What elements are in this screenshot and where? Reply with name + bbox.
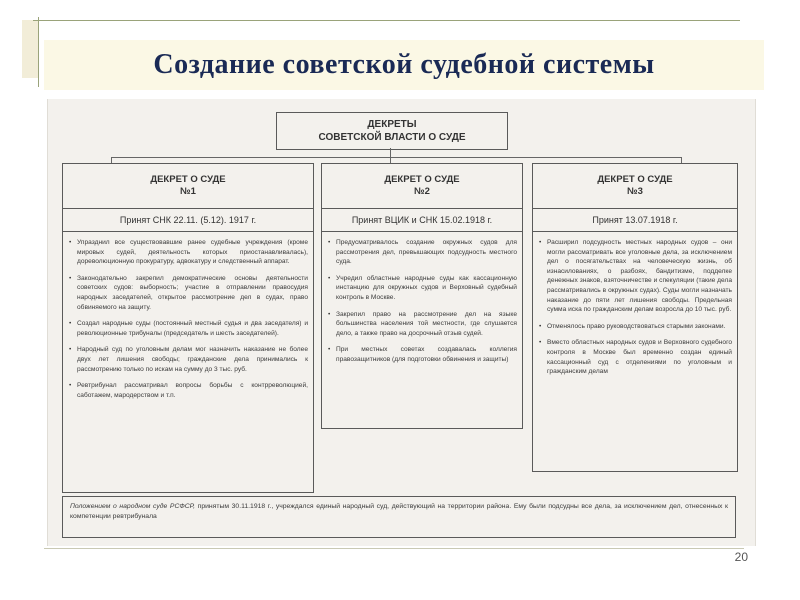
decree-column-3 [532,163,738,472]
list-item: • Учредил областные народные суды как кассационную инстанцию для окружных судов и Верховный судебный контроль в Москве. [328,274,517,301]
slide-title: Создание советской судебной системы [153,49,655,80]
footer-text: принятым 30.11.1918 г., учреждался единый народный суд, действующий на территории района. Ему были подсудны все дела, за исключением дел, отнесенных к компетенции ревтрибунала [70,503,728,520]
title-band [44,40,764,90]
page-number: 20 [734,550,748,564]
bullet-icon: • [69,274,72,282]
bullet-icon: • [539,339,542,347]
decree-3-number: №3 [627,186,643,197]
decree-1-number: №1 [180,186,196,197]
header-line-2: СОВЕТСКОЙ ВЛАСТИ О СУДЕ [318,132,466,143]
bullet-icon: • [69,382,72,390]
bullet-icon: • [539,322,542,330]
bullet-icon: • [328,346,331,354]
decree-3-title: ДЕКРЕТ О СУДЕ [597,174,673,185]
decree-3-items [533,232,737,377]
bullet-icon: • [69,346,72,354]
header-line-1: ДЕКРЕТЫ [367,119,417,130]
decree-2-adopted: Принят ВЦИК и СНК 15.02.1918 г. [322,209,522,232]
scanned-document [47,99,756,546]
decree-3-heading [533,164,737,209]
list-item: • Отменялось право руководствоваться старыми законами. [539,322,726,330]
document-header [276,112,508,150]
decree-column-1 [62,163,314,493]
decree-2-number: №2 [414,186,430,197]
side-divider [38,17,39,87]
list-item: • Расширил подсудность местных народных судов – они могли рассматривать все уголовные дела, за исключением дел о посягательствах на человеческую жизнь, об изнасилованиях, о разбоях, бандитизме, подделке денежных знаков, взяточничестве и спекуляции (такие дела рассматривались в окружных судах). Суды могли назначать наказание до пяти лет лишения свободы. Предельная сумма иска по гражданским делам возросла до 10 тыс. руб. [539,239,732,314]
decree-column-2 [321,163,523,429]
decree-1-title: ДЕКРЕТ О СУДЕ [150,174,226,185]
footer-note [62,496,736,538]
connector-horizontal [111,157,681,158]
list-item: • Создал народные суды (постоянный местный судья и два заседателя) и революционные трибуналы (председатель и шесть заседателей). [69,320,308,337]
list-item: • Народный суд по уголовным делам мог назначить наказание не более двух лет лишения свободы; гражданские дела принимались к рассмотрению только по искам на сумму до 3 тыс. руб. [69,346,308,373]
footer-lead: Положением о народном суде РСФСР, [70,503,196,510]
decree-1-adopted: Принят СНК 22.11. (5.12). 1917 г. [63,209,313,232]
bullet-icon: • [539,239,542,246]
bullet-icon: • [328,274,331,282]
decree-2-heading [322,164,522,209]
list-item: • Законодательно закрепил демократические основы деятельности советских судов: выборность; участие в отправлении правосудия народных заседателей, открытое рассмотрение дел в судах, право обвиняемого на защиту. [69,274,308,311]
decree-1-heading [63,164,313,209]
bullet-icon: • [328,310,331,318]
decree-2-title: ДЕКРЕТ О СУДЕ [384,174,460,185]
bullet-icon: • [328,239,331,246]
connector-vertical-center-top [390,148,391,157]
decree-3-adopted: Принят 13.07.1918 г. [533,209,737,232]
decorative-block [22,20,38,78]
list-item: • Закрепил право на рассмотрение дел на языке большинства населения той местности, где слушается дело, а также право на досрочный отзыв судей. [328,310,517,337]
list-item: • При местных советах создавалась коллегия правозащитников (для подготовки обвинения и защиты) [328,346,517,363]
decree-1-items [63,232,313,400]
top-divider [33,20,740,21]
list-item: • Предусматривалось создание окружных судов для рассмотрения дел, превышающих подсудность местного суда. [328,239,517,266]
list-item: • Ревтрибунал рассматривал вопросы борьбы с контрреволюцией, саботажем, мародерством и т.п. [69,382,308,399]
list-item: • Упразднил все существовавшие ранее судебные учреждения (кроме мировых судей, деятельность которых приостанавливалась), дореволюционную прокуратуру, адвокатуру и следственный аппарат. [69,239,308,266]
bullet-icon: • [69,320,72,328]
decree-2-items [322,232,522,365]
list-item: • Вместо областных народных судов и Верховного судебного контроля в Москве был временно создан единый кассационный суд с отделениями по уголовным и гражданским делам [539,339,732,376]
bullet-icon: • [69,239,72,246]
bottom-divider [44,548,744,549]
